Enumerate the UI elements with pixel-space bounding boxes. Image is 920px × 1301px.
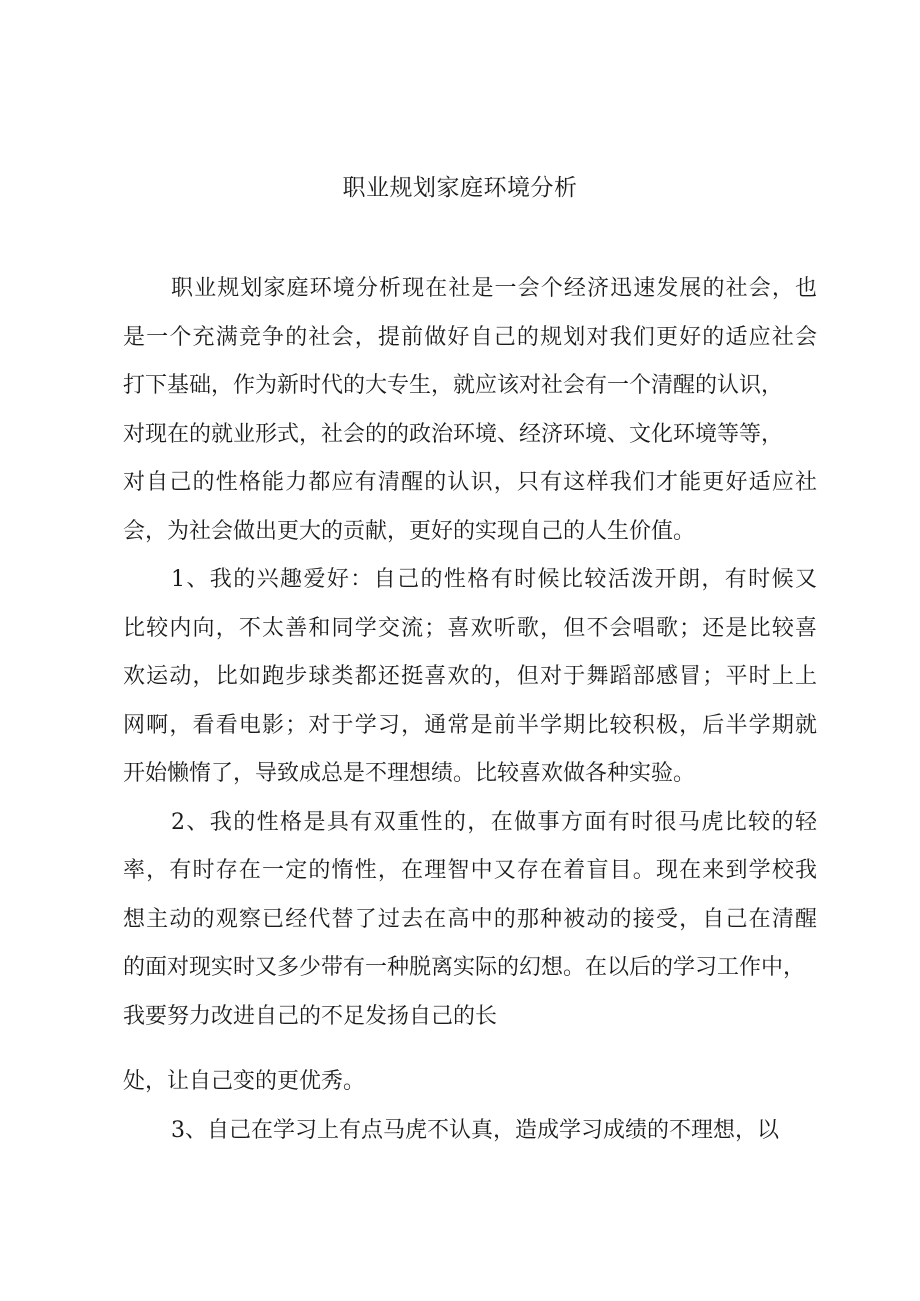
text-line: 处，让自己变的更优秀。 — [123, 1069, 366, 1094]
text-line: 对自己的性格能力都应有清醒的认识，只有这样我们才能更好适应社 — [123, 470, 817, 495]
text-line: 我要努力改进自己的不足发扬自己的长 — [123, 1004, 498, 1029]
text-line: 比较内向，不太善和同学交流；喜欢听歌，但不会唱歌；还是比较喜 — [123, 616, 817, 641]
text-line: 打下基础，作为新时代的大专生，就应该对社会有一个清醒的认识， — [123, 373, 784, 398]
text-line: 想主动的观察已经代替了过去在高中的那种被动的接受，自己在清醒 — [123, 907, 817, 932]
text-line: 对现在的就业形式，社会的的政治环境、经济环境、文化环境等等， — [123, 422, 784, 447]
text-line: 网啊，看看电影；对于学习，通常是前半学期比较积极，后半学期就 — [123, 713, 817, 738]
text-line: 开始懒惰了，导致成总是不理想绩。比较喜欢做各种实验。 — [123, 761, 696, 786]
document-title: 职业规划家庭环境分析 — [342, 175, 578, 201]
text-line: 2、我的性格是具有双重性的，在做事方面有时很马虎比较的轻 — [171, 810, 817, 835]
text-line: 会，为社会做出更大的贡献，更好的实现自己的人生价值。 — [123, 519, 696, 544]
text-line: 欢运动，比如跑步球类都还挺喜欢的，但对于舞蹈部感冒；平时上上 — [123, 664, 817, 689]
text-line: 职业规划家庭环境分析现在社是一会个经济迅速发展的社会，也 — [171, 276, 817, 301]
text-line: 1、我的兴趣爱好：自己的性格有时候比较活泼开朗，有时候又 — [171, 567, 817, 592]
text-line: 的面对现实时又多少带有一种脱离实际的幻想。在以后的学习工作中， — [123, 955, 806, 980]
text-line: 是一个充满竞争的社会，提前做好自己的规划对我们更好的适应社会 — [123, 325, 817, 350]
text-line: 3、自己在学习上有点马虎不认真，造成学习成绩的不理想，以 — [171, 1118, 779, 1143]
text-line: 率，有时存在一定的惰性，在理智中又存在着盲目。现在来到学校我 — [123, 858, 817, 883]
